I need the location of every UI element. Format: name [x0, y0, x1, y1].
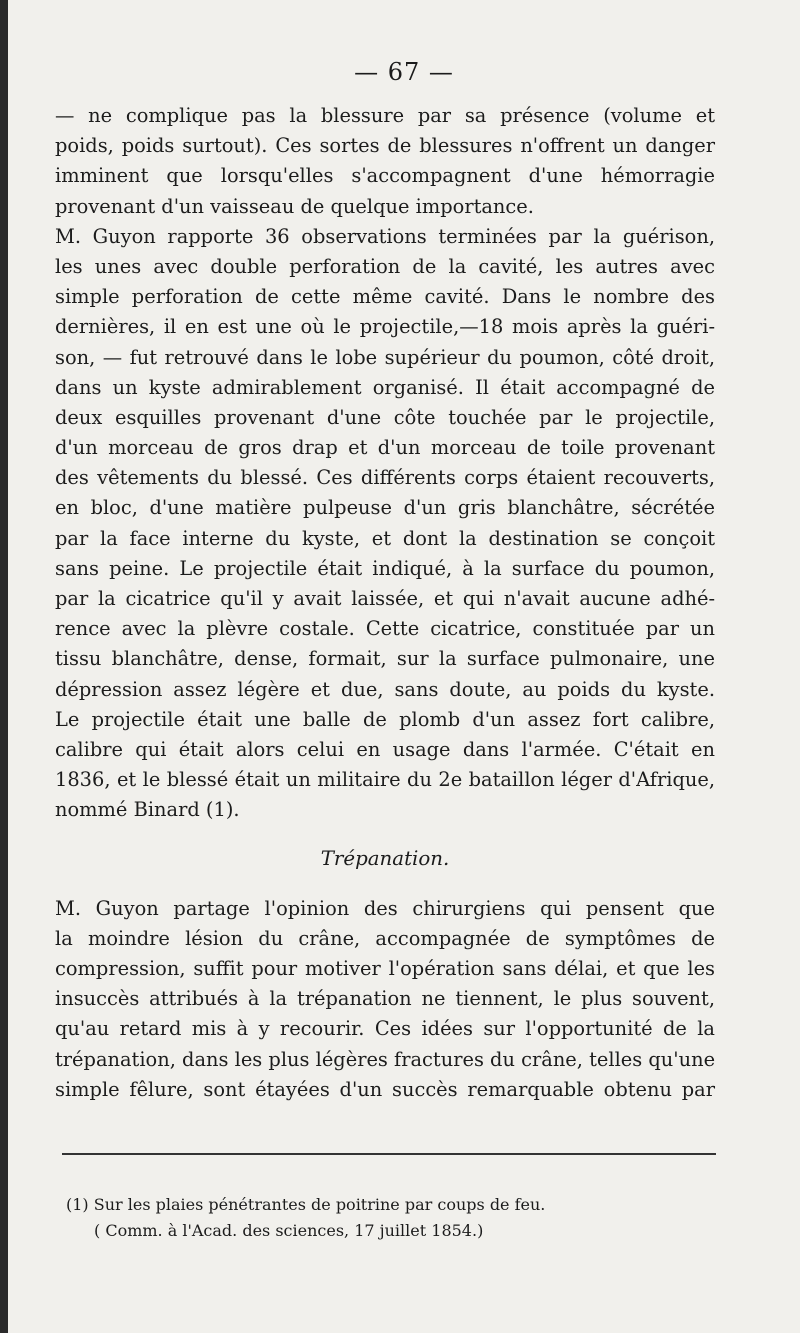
text-line: des vêtements du blessé. Ces différents corps étaient recouverts, [55, 466, 715, 490]
text-line: d'un morceau de gros drap et d'un morceau de toile provenant [55, 436, 715, 460]
text-line: 1836, et le blessé était un militaire du 2e bataillon léger d'Afrique, [55, 768, 715, 792]
text-line: — ne complique pas la blessure par sa présence (volume et [55, 104, 715, 127]
text-line: insuccès attribués à la trépanation ne tiennent, le plus souvent, [55, 987, 715, 1011]
section-heading: Trépanation. [320, 846, 450, 870]
text-line: simple fêlure, sont étayées d'un succès remarquable obtenu par [55, 1077, 715, 1101]
text-line: compression, suffit pour motiver l'opération sans délai, et que les [55, 957, 715, 981]
footnote-line: ( Comm. à l'Acad. des sciences, 17 juillet 1854.) [94, 1221, 484, 1240]
text-line: sans peine. Le projectile était indiqué, à la surface du poumon, [55, 556, 715, 580]
text-line: en bloc, d'une matière pulpeuse d'un gris blanchâtre, sécrétée [55, 496, 715, 520]
page-number: — 67 — [354, 58, 454, 86]
text-line: dernières, il en est une où le projectile,—18 mois après la guéri- [55, 315, 715, 339]
book-page [8, 0, 800, 1333]
text-line: dépression assez légère et due, sans doute, au poids du kyste. [55, 677, 715, 701]
text-line: simple perforation de cette même cavité. Dans le nombre des [55, 285, 715, 309]
text-line: imminent que lorsqu'elles s'accompagnent d'une hémorragie [55, 164, 715, 188]
text-line: qu'au retard mis à y recourir. Ces idées sur l'opportunité de la [55, 1017, 715, 1041]
text-line: les unes avec double perforation de la cavité, les autres avec [55, 254, 715, 278]
text-line: dans un kyste admirablement organisé. Il était accompagné de [55, 375, 715, 399]
text-line: la moindre lésion du crâne, accompagnée de symptômes de [55, 926, 715, 950]
text-line: nommé Binard (1). [55, 798, 240, 822]
paragraph-2 [55, 222, 715, 826]
text-line: M. Guyon rapporte 36 observations terminées par la guérison, [55, 224, 715, 248]
text-line: Le projectile était une balle de plomb d'un assez fort calibre, [55, 707, 715, 731]
paragraph-1 [55, 101, 715, 222]
footnote-divider [62, 1153, 716, 1155]
text-line: par la face interne du kyste, et dont la destination se conçoit [55, 526, 715, 550]
paragraph-3 [55, 894, 715, 1105]
text-line: provenant d'un vaisseau de quelque importance. [55, 194, 534, 218]
text-line: tissu blanchâtre, dense, formait, sur la surface pulmonaire, une [55, 647, 715, 671]
text-line: M. Guyon partage l'opinion des chirurgiens qui pensent que [55, 896, 715, 920]
text-line: rence avec la plèvre costale. Cette cicatrice, constituée par un [55, 617, 715, 641]
text-line: deux esquilles provenant d'une côte touchée par le projectile, [55, 405, 715, 429]
text-line: poids, poids surtout). Ces sortes de blessures n'offrent un danger [55, 134, 715, 158]
footnote-line: (1) Sur les plaies pénétrantes de poitrine par coups de feu. [66, 1195, 546, 1214]
text-line: calibre qui était alors celui en usage dans l'armée. C'était en [55, 737, 715, 761]
text-line: son, — fut retrouvé dans le lobe supérieur du poumon, côté droit, [55, 345, 715, 369]
text-line: trépanation, dans les plus légères fractures du crâne, telles qu'une [55, 1047, 716, 1071]
text-line: par la cicatrice qu'il y avait laissée, et qui n'avait aucune adhé- [55, 587, 715, 610]
footnote [66, 1192, 706, 1244]
body-text [55, 101, 715, 1105]
